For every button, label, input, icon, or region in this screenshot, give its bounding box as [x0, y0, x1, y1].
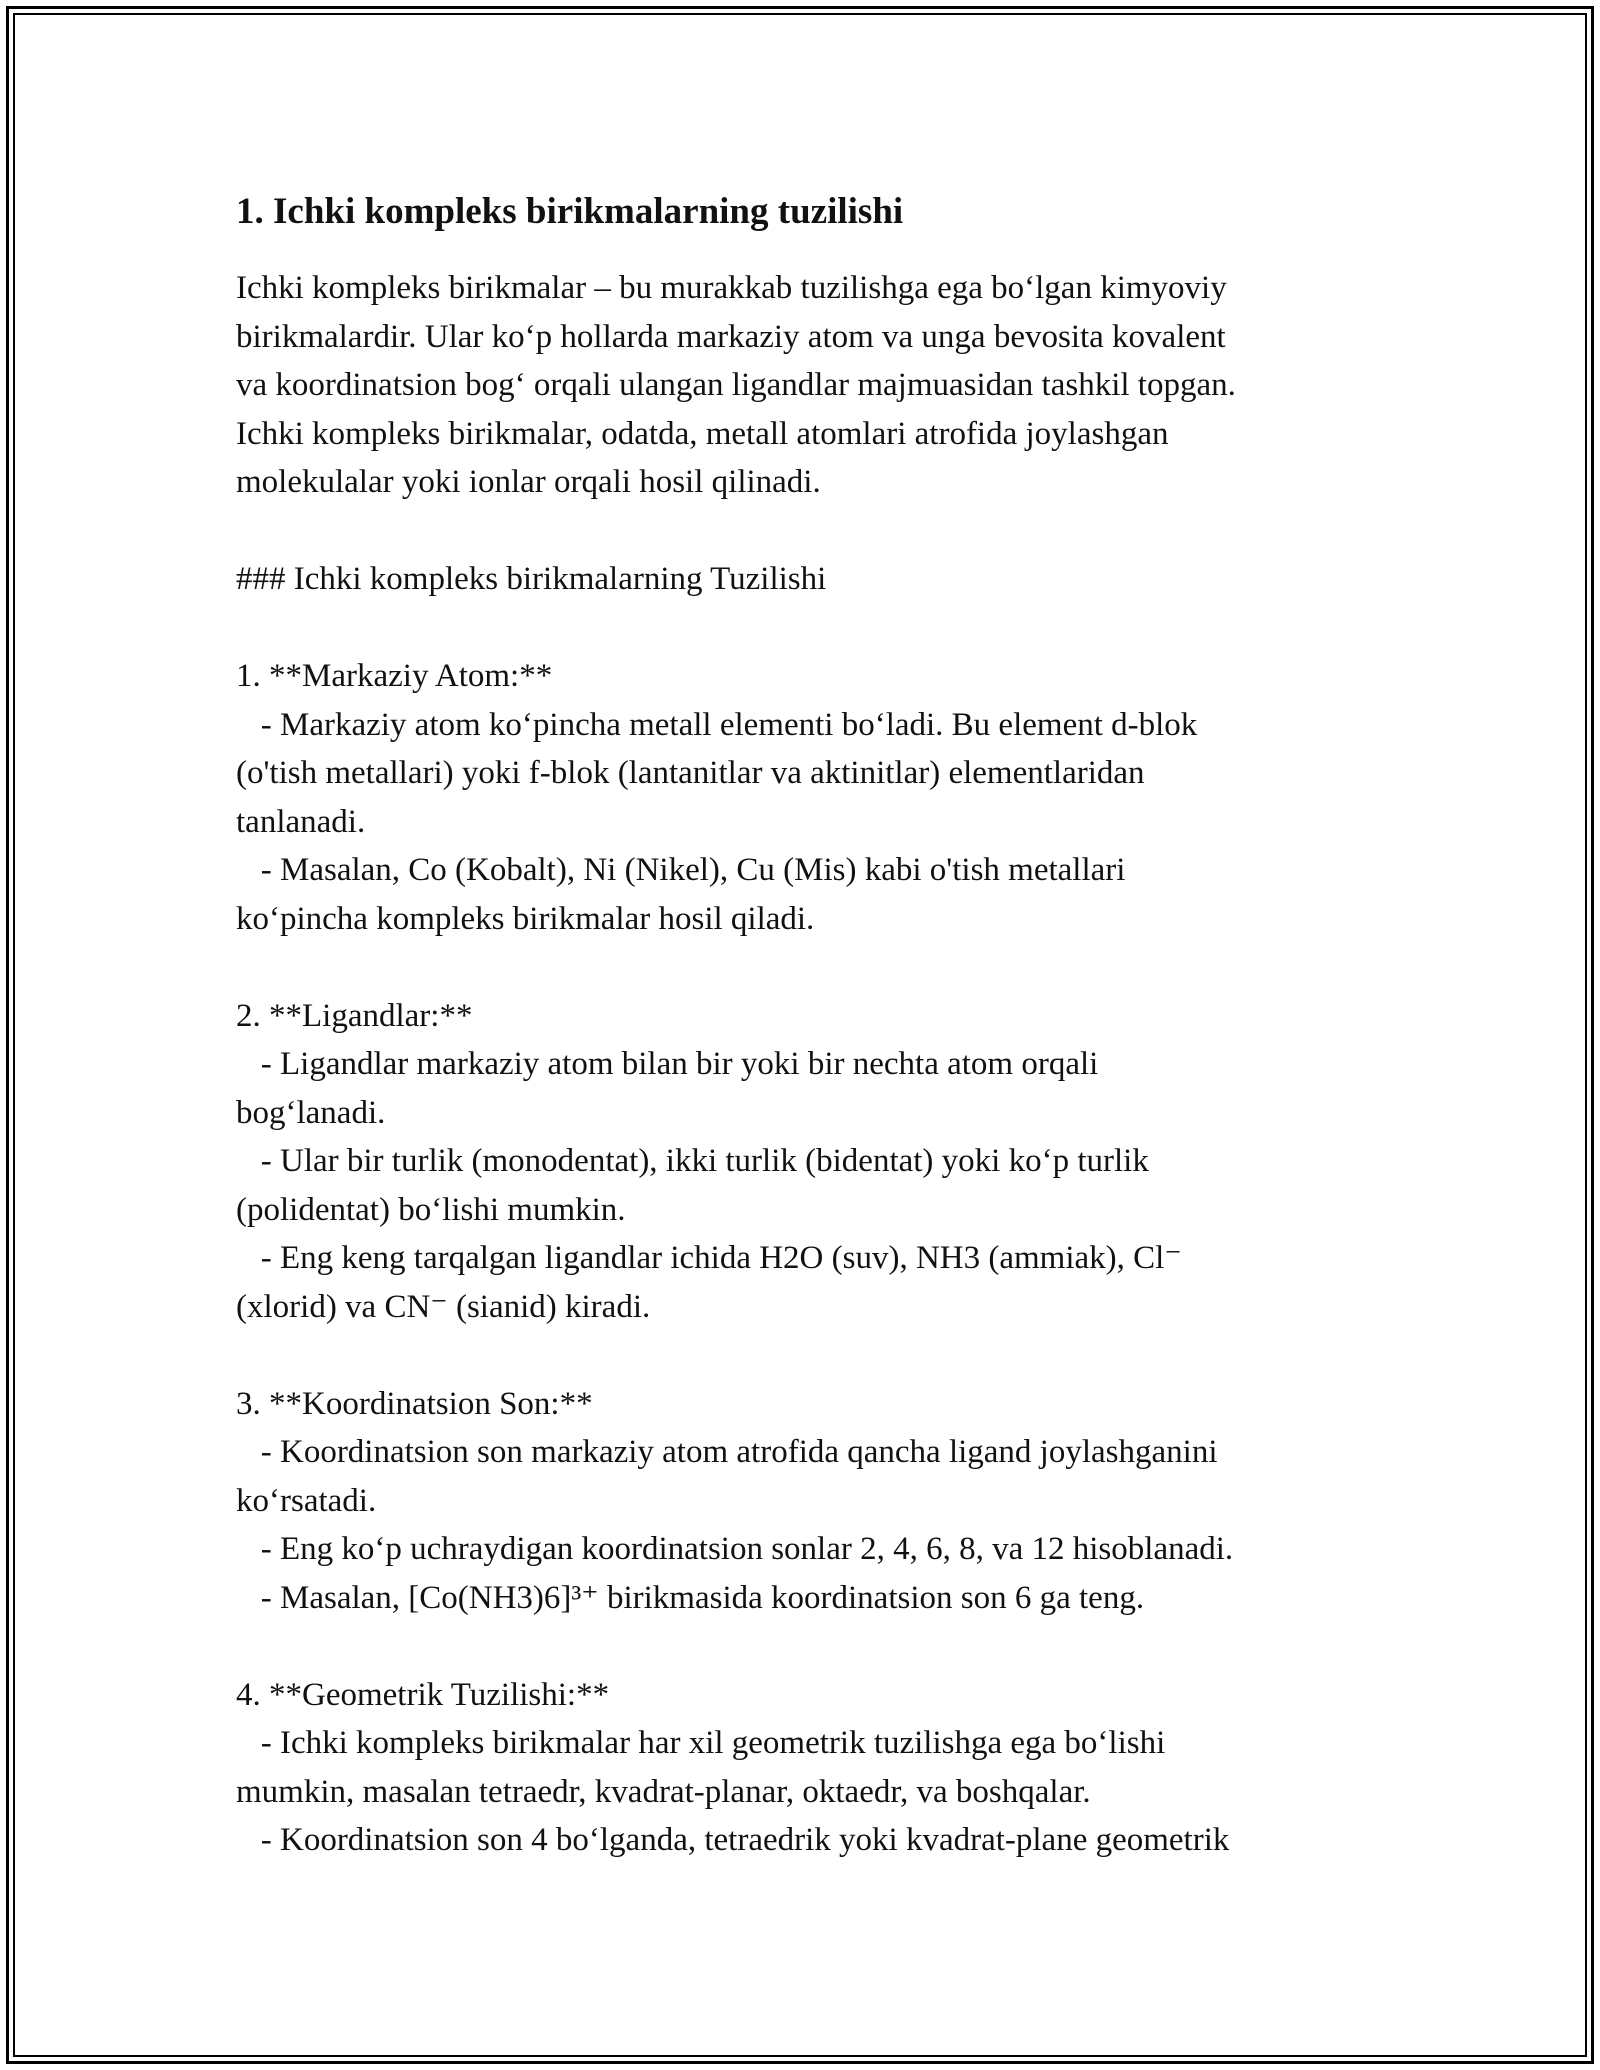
section-markaziy-atom	[236, 652, 1366, 943]
section-title: 3. **Koordinatsion Son:**	[236, 1385, 593, 1422]
spacer	[236, 943, 1366, 992]
text-line: - Eng keng tarqalgan ligandlar ichida H2O (suv), NH3 (ammiak), Cl⁻	[236, 1240, 1182, 1276]
spacer	[236, 604, 1366, 653]
spacer	[236, 1622, 1366, 1671]
section-ligandlar	[236, 992, 1366, 1332]
text-line: - Markaziy atom ko‘pincha metall elementi bo‘ladi. Bu element d-blok	[236, 706, 1198, 743]
text-line: mumkin, masalan tetraedr, kvadrat-planar, oktaedr, va boshqalar.	[236, 1773, 1091, 1810]
text-line: - Koordinatsion son 4 bo‘lganda, tetraedrik yoki kvadrat-plane geometrik	[236, 1822, 1230, 1858]
text-line: Ichki kompleks birikmalar – bu murakkab tuzilishga ega bo‘lgan kimyoviy	[236, 270, 1227, 306]
section-title: 2. **Ligandlar:**	[236, 997, 473, 1034]
text-line: - Ligandlar markaziy atom bilan bir yoki bir nechta atom orqali	[236, 1046, 1099, 1082]
section-geometrik-tuzilishi	[236, 1671, 1366, 1865]
text-line: Ichki kompleks birikmalar, odatda, metall atomlari atrofida joylashgan	[236, 415, 1169, 452]
text-line: - Masalan, [Co(NH3)6]³⁺ birikmasida koordinatsion son 6 ga teng.	[236, 1579, 1145, 1616]
document-body	[236, 188, 1366, 1865]
text-line: bog‘lanadi.	[236, 1094, 386, 1131]
text-line: - Ular bir turlik (monodentat), ikki turlik (bidentat) yoki ko‘p turlik	[236, 1143, 1149, 1179]
section-title: 1. **Markaziy Atom:**	[236, 658, 553, 694]
text-line: - Koordinatsion son markaziy atom atrofida qancha ligand joylashganini	[236, 1434, 1218, 1470]
text-line: - Masalan, Co (Kobalt), Ni (Nikel), Cu (Mis) kabi o'tish metallari	[236, 852, 1126, 888]
text-line: (polidentat) bo‘lishi mumkin.	[236, 1191, 626, 1228]
text-line: ko‘rsatadi.	[236, 1482, 377, 1519]
intro-paragraph	[236, 264, 1366, 507]
page-title: 1. Ichki kompleks birikmalarning tuzilishi	[236, 191, 904, 232]
text-line: ko‘pincha kompleks birikmalar hosil qiladi.	[236, 900, 815, 937]
text-line: va koordinatsion bog‘ orqali ulangan ligandlar majmuasidan tashkil topgan.	[236, 367, 1236, 403]
text-line: - Ichki kompleks birikmalar har xil geometrik tuzilishga ega bo‘lishi	[236, 1725, 1166, 1761]
text-line: molekulalar yoki ionlar orqali hosil qilinadi.	[236, 464, 821, 500]
text-line: (xlorid) va CN⁻ (sianid) kiradi.	[236, 1288, 651, 1325]
text-line: (o'tish metallari) yoki f-blok (lantanitlar va aktinitlar) elementlaridan	[236, 755, 1145, 791]
text-line: birikmalardir. Ular ko‘p hollarda markaziy atom va unga bevosita kovalent	[236, 318, 1226, 355]
spacer	[236, 1331, 1366, 1380]
section-subheading: ### Ichki kompleks birikmalarning Tuzilishi	[236, 561, 827, 597]
section-title: 4. **Geometrik Tuzilishi:**	[236, 1676, 610, 1713]
text-line: tanlanadi.	[236, 803, 366, 840]
spacer	[236, 507, 1366, 556]
text-line: - Eng ko‘p uchraydigan koordinatsion sonlar 2, 4, 6, 8, va 12 hisoblanadi.	[236, 1531, 1234, 1567]
section-koordinatsion-son	[236, 1380, 1366, 1623]
